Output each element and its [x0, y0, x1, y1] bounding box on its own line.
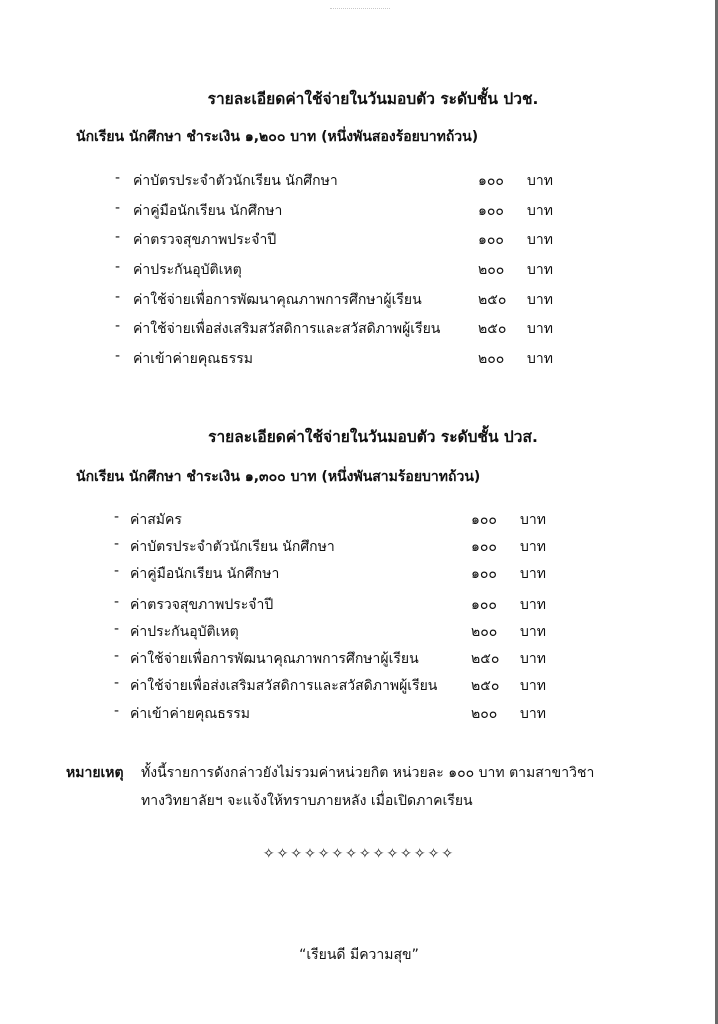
fee-label: ค่าบัตรประจำตัวนักเรียน นักศึกษา: [133, 173, 338, 189]
fee-item: [0, 648, 718, 675]
fee-item: [0, 563, 718, 594]
list-bullet: -: [114, 702, 120, 719]
fee-label: ค่าสมัคร: [130, 512, 182, 528]
list-bullet: -: [115, 229, 121, 246]
fee-amount: ๒๐๐: [478, 351, 505, 368]
fee-item: [0, 170, 718, 200]
list-bullet: -: [115, 259, 121, 276]
fee-item: [0, 509, 718, 536]
fee-unit: บาท: [527, 291, 553, 308]
section-title-vocational-certificate: รายละเอียดค่าใช้จ่ายในวันมอบตัว ระดับชั้น ปวช.: [207, 90, 539, 108]
fee-label: ค่าประกันอุบัติเหตุ: [130, 624, 239, 641]
fee-amount: ๒๐๐: [478, 262, 505, 279]
list-bullet: -: [114, 509, 120, 525]
fee-label: ค่าประกันอุบัติเหตุ: [133, 262, 242, 279]
fee-amount: ๑๐๐: [471, 512, 497, 528]
fee-label: ค่าเข้าค่ายคุณธรรม: [133, 351, 254, 368]
payment-summary-higher-vocational-certificate: นักเรียน นักศึกษา ชำระเงิน ๑,๓๐๐ บาท (หนึ่งพันสามร้อยบาทถ้วน): [76, 469, 481, 485]
fee-unit: บาท: [520, 597, 546, 614]
fee-unit: บาท: [527, 202, 553, 219]
fee-label: ค่าตรวจสุขภาพประจำปี: [133, 232, 277, 249]
fee-item: [0, 536, 718, 563]
list-bullet: -: [115, 199, 121, 216]
fee-unit: บาท: [527, 321, 553, 338]
fee-label: ค่าใช้จ่ายเพื่อการพัฒนาคุณภาพการศึกษาผู้เรียน: [130, 651, 419, 668]
fee-item: [0, 259, 718, 289]
fee-label: ค่าใช้จ่ายเพื่อการพัฒนาคุณภาพการศึกษาผู้เรียน: [133, 291, 422, 308]
fee-item: [0, 675, 718, 702]
fee-amount: ๑๐๐: [471, 597, 497, 614]
fee-amount: ๑๐๐: [471, 566, 497, 583]
fee-list-vocational-certificate: [0, 170, 718, 378]
list-bullet: -: [115, 348, 121, 365]
fee-item: [0, 621, 718, 648]
list-bullet: -: [114, 675, 120, 692]
fee-unit: บาท: [520, 651, 546, 668]
fee-unit: บาท: [520, 566, 546, 583]
list-bullet: -: [115, 288, 121, 305]
fee-amount: ๒๕๐: [478, 291, 507, 308]
fee-unit: บาท: [520, 624, 546, 641]
fee-item: [0, 229, 718, 259]
fee-label: ค่าคู่มือนักเรียน นักศึกษา: [130, 566, 280, 583]
fee-unit: บาท: [520, 512, 546, 528]
fee-amount: ๑๐๐: [478, 232, 504, 249]
fee-item: [0, 318, 718, 348]
scan-artifact: [330, 8, 390, 15]
fee-unit: บาท: [527, 232, 553, 249]
list-bullet: -: [114, 648, 120, 665]
payment-summary-vocational-certificate: นักเรียน นักศึกษา ชำระเงิน ๑,๒๐๐ บาท (หนึ่งพันสองร้อยบาทถ้วน): [76, 129, 479, 145]
section-title-higher-vocational-certificate: รายละเอียดค่าใช้จ่ายในวันมอบตัว ระดับชั้น ปวส.: [208, 428, 538, 446]
fee-label: ค่าบัตรประจำตัวนักเรียน นักศึกษา: [130, 539, 335, 556]
fee-label: ค่าตรวจสุขภาพประจำปี: [130, 597, 274, 614]
fee-item: [0, 703, 718, 730]
fee-unit: บาท: [520, 678, 546, 695]
note-text-line-1: ทั้งนี้รายการดังกล่าวยังไม่รวมค่าหน่วยกิต หน่วยละ ๑๐๐ บาท ตามสาขาวิชา: [141, 765, 595, 781]
fee-unit: บาท: [527, 173, 553, 189]
fee-label: ค่าเข้าค่ายคุณธรรม: [130, 705, 251, 722]
note-heading: หมายเหตุ: [66, 765, 124, 781]
list-bullet: -: [114, 594, 120, 611]
fee-amount: ๒๕๐: [471, 651, 500, 668]
fee-label: ค่าใช้จ่ายเพื่อส่งเสริมสวัสดิการและสวัสดิภาพผู้เรียน: [133, 321, 441, 338]
fee-amount: ๑๐๐: [471, 539, 497, 556]
fee-unit: บาท: [520, 705, 546, 722]
fee-amount: ๒๕๐: [478, 321, 507, 338]
note-text-line-2: ทางวิทยาลัยฯ จะแจ้งให้ทราบภายหลัง เมื่อเปิดภาคเรียน: [141, 793, 473, 809]
fee-item: [0, 200, 718, 230]
motto: “เรียนดี มีความสุข”: [299, 947, 419, 963]
fee-amount: ๑๐๐: [478, 202, 504, 219]
fee-label: ค่าคู่มือนักเรียน นักศึกษา: [133, 202, 283, 219]
fee-item: [0, 289, 718, 319]
fee-amount: ๒๐๐: [471, 624, 498, 641]
ornamental-divider: ✧✧✧✧✧✧✧✧✧✧✧✧✧✧: [262, 846, 456, 862]
list-bullet: -: [114, 621, 120, 638]
fee-item: [0, 348, 718, 378]
fee-label: ค่าใช้จ่ายเพื่อส่งเสริมสวัสดิการและสวัสดิภาพผู้เรียน: [130, 678, 438, 695]
fee-unit: บาท: [527, 262, 553, 279]
fee-list-higher-vocational-certificate: [0, 509, 718, 730]
fee-unit: บาท: [520, 539, 546, 556]
list-bullet: -: [114, 563, 120, 580]
fee-amount: ๒๐๐: [471, 705, 498, 722]
fee-unit: บาท: [527, 351, 553, 368]
fee-item: [0, 594, 718, 621]
list-bullet: -: [114, 536, 120, 553]
list-bullet: -: [115, 170, 121, 186]
fee-amount: ๒๕๐: [471, 678, 500, 695]
list-bullet: -: [115, 318, 121, 335]
fee-amount: ๑๐๐: [478, 173, 504, 189]
